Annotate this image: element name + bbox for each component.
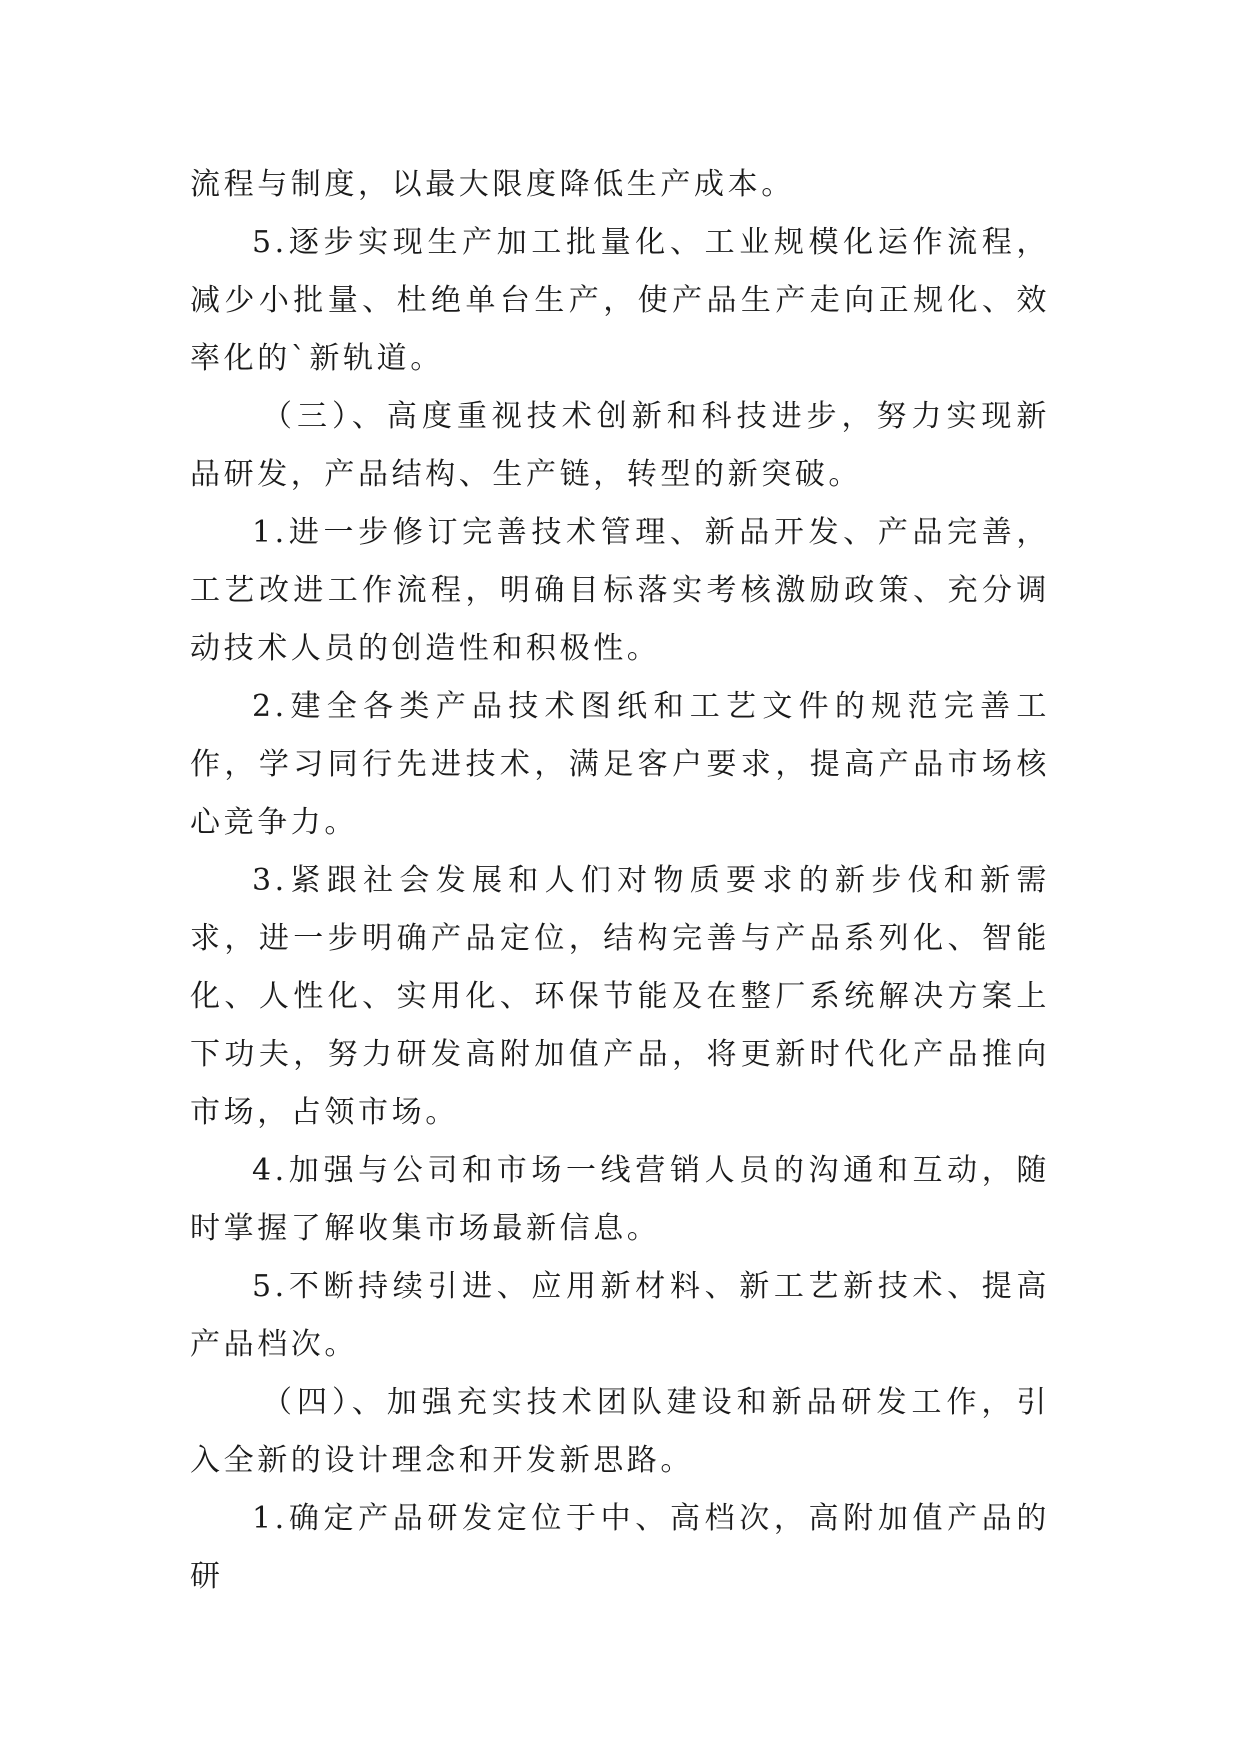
document-body	[190, 156, 1050, 1606]
paragraph-item-1-product-positioning: 1.确定产品研发定位于中、高档次，高附加值产品的研	[190, 1501, 1050, 1594]
paragraph-item-2-drawings-documents: 2.建全各类产品技术图纸和工艺文件的规范完善工作，学习同行先进技术，满足客户要求，提高产品市场核心竞争力。	[190, 689, 1050, 840]
paragraph-continuation: 流程与制度，以最大限度降低生产成本。	[190, 167, 795, 202]
paragraph-item-1-technical-management: 1.进一步修订完善技术管理、新品开发、产品完善，工艺改进工作流程，明确目标落实考核激励政策、充分调动技术人员的创造性和积极性。	[190, 515, 1050, 666]
paragraph-item-3-market-demand: 3.紧跟社会发展和人们对物质要求的新步伐和新需求，进一步明确产品定位，结构完善与产品系列化、智能化、人性化、实用化、环保节能及在整厂系统解决方案上下功夫，努力研发高附加值产品，将更新时代化产品推向市场，占领市场。	[190, 863, 1050, 1130]
paragraph-item-4-communication: 4.加强与公司和市场一线营销人员的沟通和互动，随时掌握了解收集市场最新信息。	[190, 1153, 1050, 1246]
paragraph-item-5-batch-production: 5.逐步实现生产加工批量化、工业规模化运作流程，减少小批量、杜绝单台生产，使产品生产走向正规化、效率化的`新轨道。	[190, 225, 1050, 376]
section-heading-4: （四）、加强充实技术团队建设和新品研发工作，引入全新的设计理念和开发新思路。	[190, 1385, 1050, 1478]
section-heading-3: （三）、高度重视技术创新和科技进步，努力实现新品研发，产品结构、生产链，转型的新突破。	[190, 399, 1050, 492]
paragraph-item-5-new-materials: 5.不断持续引进、应用新材料、新工艺新技术、提高产品档次。	[190, 1269, 1050, 1362]
